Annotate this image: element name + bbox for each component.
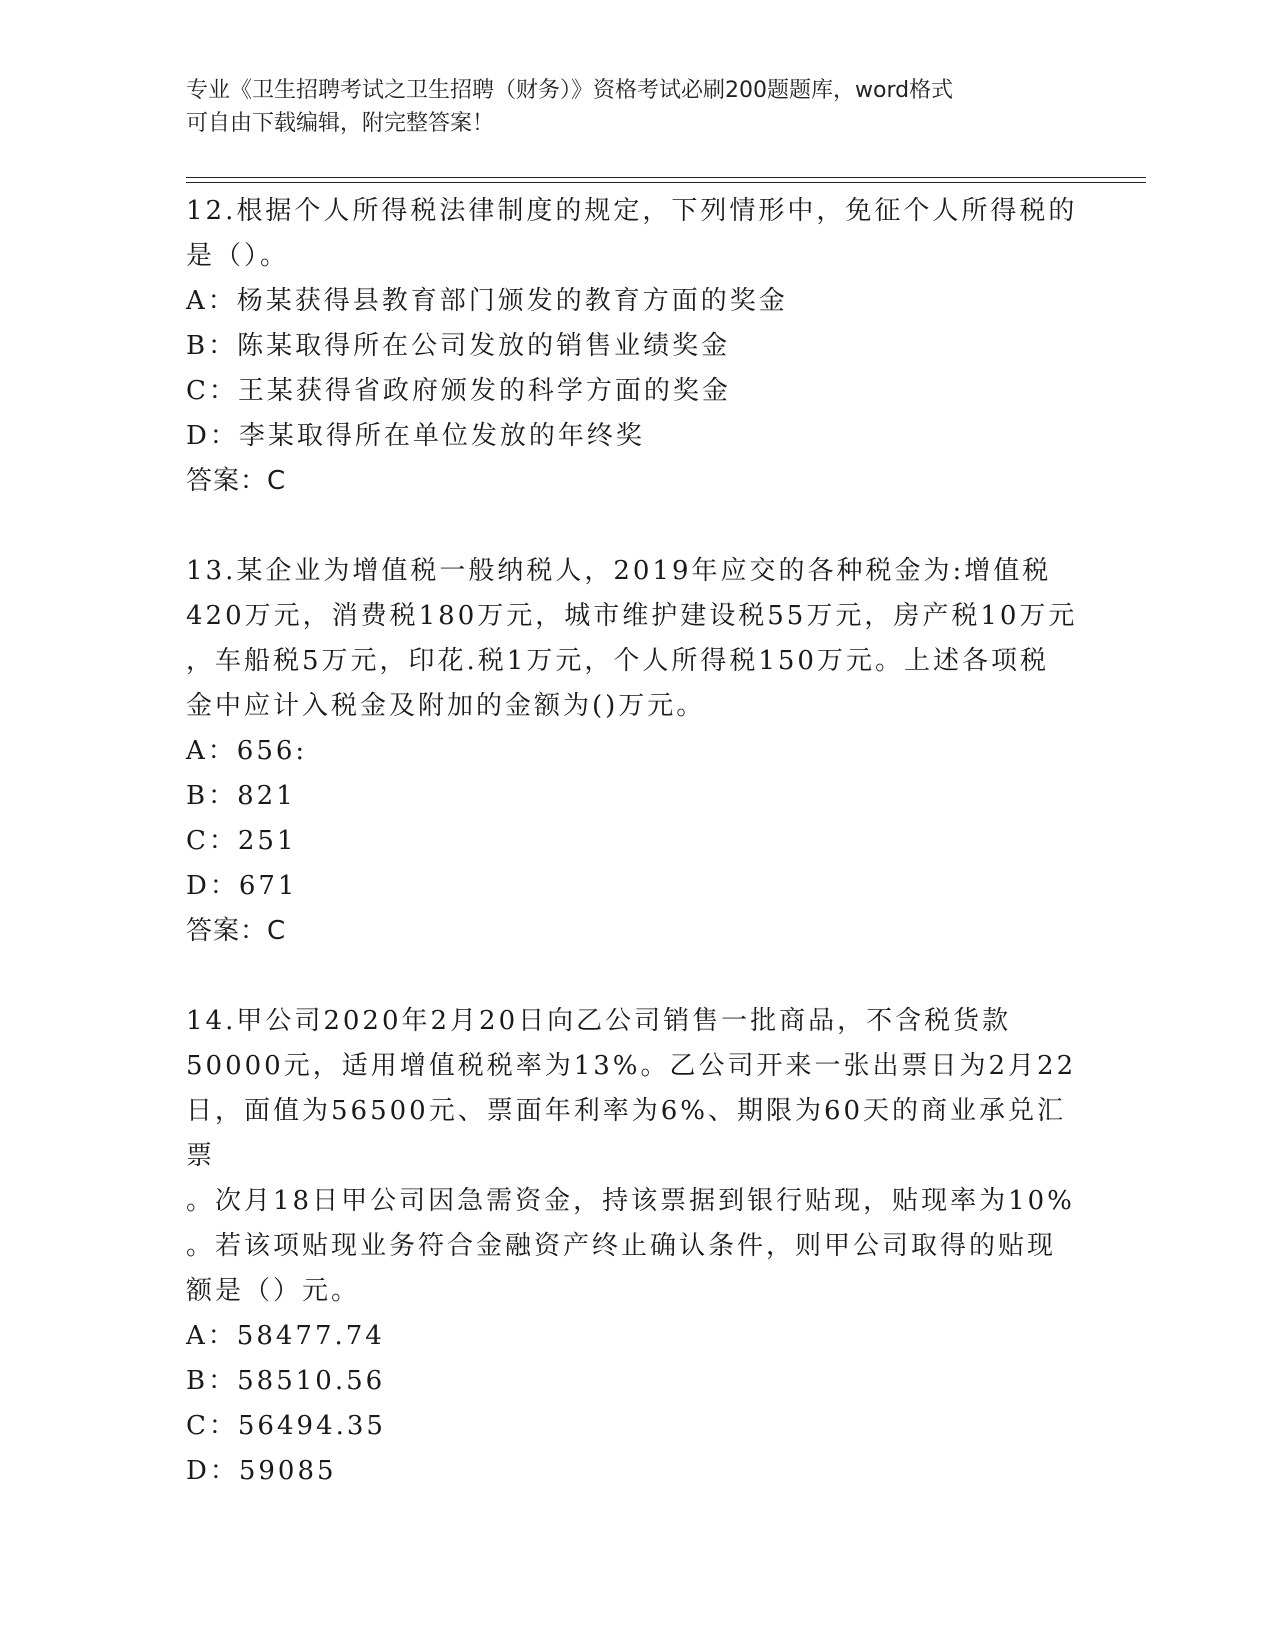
- question-text-line: 12.根据个人所得税法律制度的规定，下列情形中，免征个人所得税的: [186, 196, 1078, 226]
- document-header: [186, 74, 1066, 140]
- question-text-line: 14.甲公司2020年2月20日向乙公司销售一批商品，不含税货款: [186, 1006, 1012, 1036]
- header-line-2: 可自由下载编辑，附完整答案！: [186, 111, 495, 136]
- option-d: D：59085: [186, 1456, 337, 1486]
- option-b: B：58510.56: [186, 1366, 386, 1396]
- option-d: D：李某取得所在单位发放的年终奖: [186, 421, 645, 451]
- header-divider-bottom: [186, 182, 1146, 183]
- question-text-line: 。若该项贴现业务符合金融资产终止确认条件，则甲公司取得的贴现: [186, 1231, 1057, 1261]
- question-text-line: 是（）。: [186, 241, 290, 271]
- question-text-line: 13.某企业为增值税一般纳税人，2019年应交的各种税金为:增值税: [186, 556, 1052, 586]
- option-a: A：杨某获得县教育部门颁发的教育方面的奖金: [186, 286, 788, 316]
- option-d: D：671: [186, 871, 298, 901]
- answer: 答案：C: [186, 916, 287, 946]
- header-divider-top: [186, 177, 1146, 178]
- question-text-line: 金中应计入税金及附加的金额为()万元。: [186, 691, 706, 721]
- question-text-line: 。次月18日甲公司因急需资金，持该票据到银行贴现，贴现率为10%: [186, 1186, 1075, 1216]
- question-12: [186, 189, 1086, 504]
- option-c: C：56494.35: [186, 1411, 386, 1441]
- option-c: C：251: [186, 826, 297, 856]
- question-text-line: 50000元，适用增值税税率为13%。乙公司开来一张出票日为2月22: [186, 1051, 1077, 1081]
- question-14: [186, 999, 1086, 1494]
- question-text-line: 420万元，消费税180万元，城市维护建设税55万元，房产税10万元: [186, 601, 1078, 631]
- option-b: B：821: [186, 781, 296, 811]
- question-text-line: ，车船税5万元，印花.税1万元，个人所得税150万元。上述各项税: [186, 646, 1049, 676]
- question-13: [186, 549, 1086, 954]
- option-a: A：58477.74: [186, 1321, 385, 1351]
- answer: 答案：C: [186, 466, 287, 496]
- spacer: [186, 954, 1086, 999]
- question-text-line: 日，面值为56500元、票面年利率为6%、期限为60天的商业承兑汇票: [186, 1096, 1067, 1171]
- option-a: A：656:: [186, 736, 308, 766]
- question-text-line: 额是（）元。: [186, 1276, 361, 1306]
- question-list: [186, 189, 1086, 1494]
- spacer: [186, 504, 1086, 549]
- option-b: B：陈某取得所在公司发放的销售业绩奖金: [186, 331, 731, 361]
- option-c: C：王某获得省政府颁发的科学方面的奖金: [186, 376, 731, 406]
- header-line-1: 专业《卫生招聘考试之卫生招聘（财务）》资格考试必刷200题题库，word格式: [186, 78, 954, 103]
